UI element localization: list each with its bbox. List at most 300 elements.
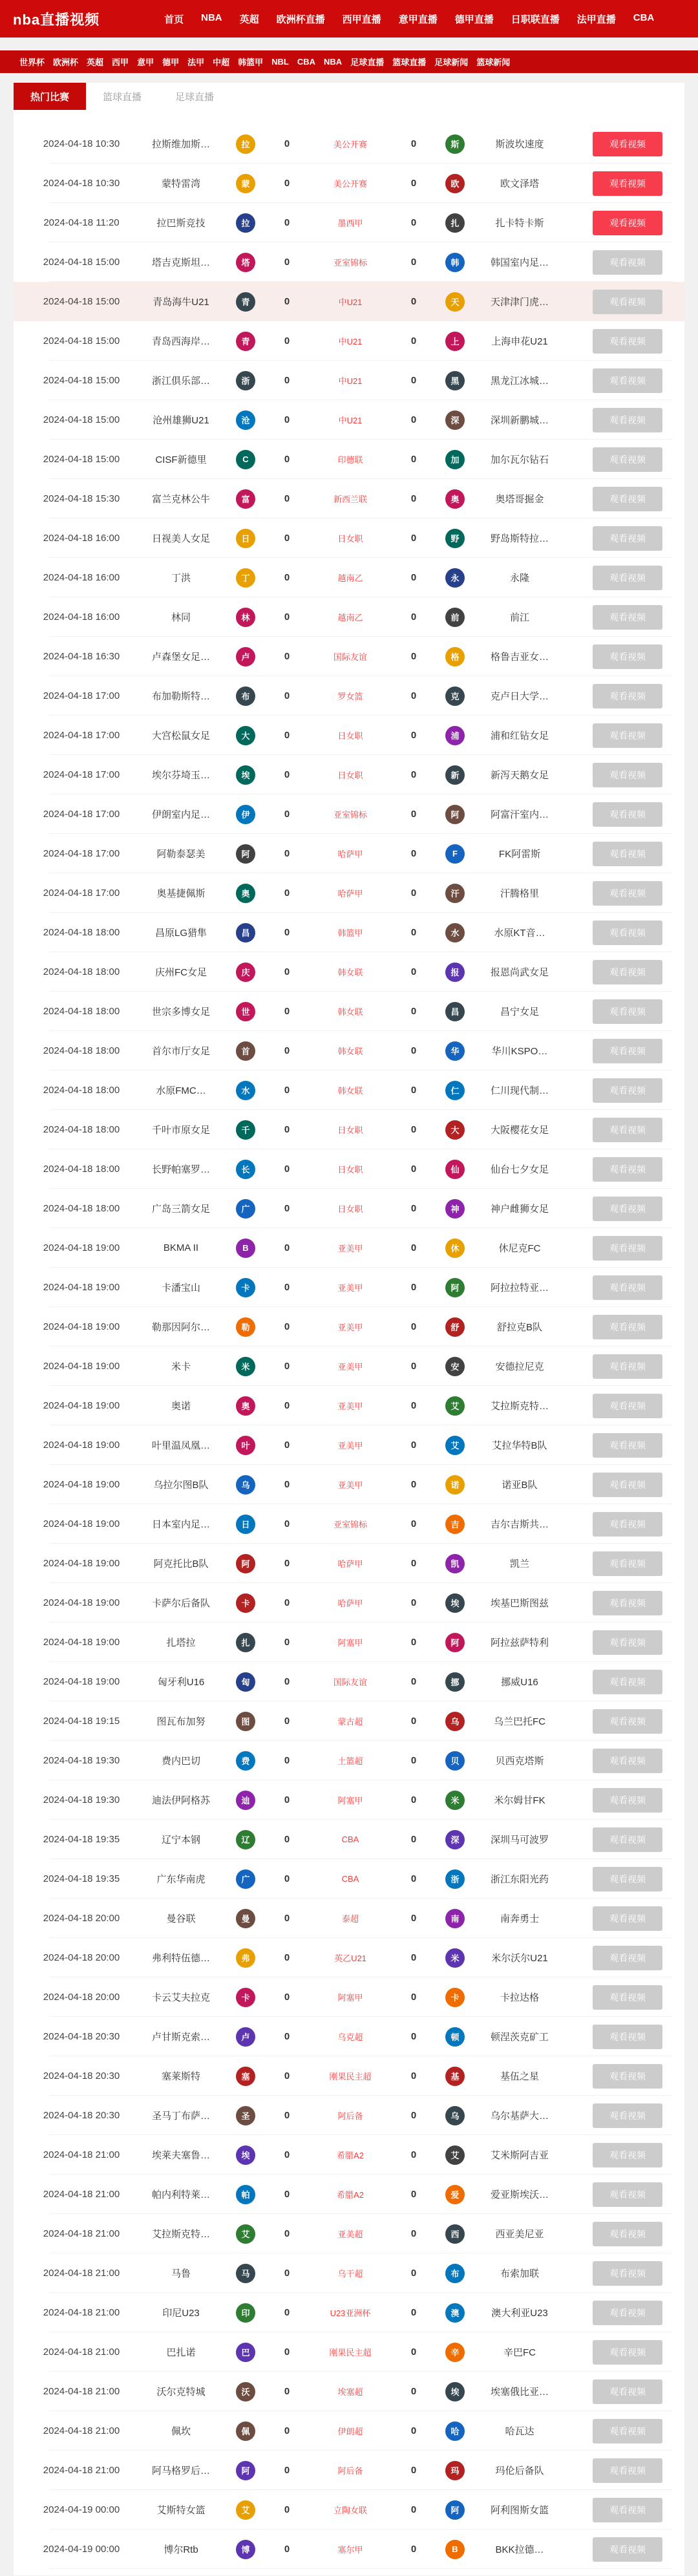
away-team-name[interactable]: 爱亚斯埃沃… bbox=[490, 2189, 549, 2200]
watch-video-button[interactable]: 观看视频 bbox=[593, 1433, 662, 1458]
nav-item-0[interactable]: 首页 bbox=[164, 14, 184, 25]
away-team-name[interactable]: 奥塔哥掘金 bbox=[495, 494, 544, 505]
watch-video-button[interactable]: 观看视频 bbox=[593, 1670, 662, 1694]
subnav-item-12[interactable]: 足球直播 bbox=[350, 58, 385, 67]
home-team-name[interactable]: 日视美人女足 bbox=[151, 533, 210, 544]
league-name[interactable]: 刚果民主超 bbox=[329, 2348, 372, 2358]
watch-video-button[interactable]: 观看视频 bbox=[593, 290, 662, 314]
away-score: 0 bbox=[410, 1006, 417, 1017]
away-team-name[interactable]: 深圳新鹏城… bbox=[490, 415, 549, 426]
home-team-name[interactable]: 卢甘斯克索… bbox=[151, 2032, 210, 2043]
away-score: 0 bbox=[410, 769, 417, 780]
home-team-name[interactable]: 千叶市原女足 bbox=[151, 1125, 210, 1136]
league-name[interactable]: 乌干超 bbox=[337, 2269, 363, 2279]
league-name[interactable]: 中U21 bbox=[338, 297, 363, 307]
away-team-name[interactable]: 上海申花U21 bbox=[491, 336, 548, 347]
home-team-name[interactable]: 马鲁 bbox=[171, 2268, 191, 2279]
watch-button-cell bbox=[571, 723, 684, 748]
league-name[interactable]: CBA bbox=[341, 1835, 359, 1844]
away-team-name[interactable]: 汗腾格里 bbox=[500, 888, 539, 899]
away-team-name[interactable]: 艾米斯阿吉亚 bbox=[490, 2150, 549, 2161]
nav-item-5[interactable]: 意甲直播 bbox=[398, 14, 438, 25]
watch-video-button[interactable]: 观看视频 bbox=[593, 1867, 662, 1891]
home-team-name[interactable]: 阿勒泰瑟美 bbox=[156, 849, 206, 860]
away-team-name[interactable]: 阿拉兹萨特利 bbox=[490, 1637, 549, 1648]
watch-video-button[interactable]: 观看视频 bbox=[593, 1315, 662, 1339]
home-team-name[interactable]: 圣马丁布萨… bbox=[151, 2111, 210, 2122]
nav-item-1[interactable]: NBA bbox=[201, 12, 222, 23]
league-name[interactable]: 中U21 bbox=[338, 376, 363, 386]
away-team-name[interactable]: 基伍之星 bbox=[500, 2071, 539, 2082]
league-name[interactable]: 国际友谊 bbox=[333, 1677, 367, 1687]
away-team-name[interactable]: 西亚美尼亚 bbox=[495, 2229, 544, 2240]
away-team-name[interactable]: 欧文泽塔 bbox=[500, 178, 539, 189]
home-team-logo-icon: 丁 bbox=[236, 568, 255, 588]
home-team-name[interactable]: 塔吉克斯坦… bbox=[151, 257, 210, 268]
away-team-logo-icon: 乌 bbox=[445, 2106, 465, 2125]
watch-video-button[interactable]: 观看视频 bbox=[593, 1985, 662, 2010]
league-name[interactable]: 亚美甲 bbox=[337, 1283, 363, 1293]
watch-video-button[interactable]: 观看视频 bbox=[593, 999, 662, 1024]
home-team-name[interactable]: 庆州FC女足 bbox=[155, 967, 207, 978]
home-team-name[interactable]: 奥诺 bbox=[171, 1401, 191, 1412]
away-team-name[interactable]: 艾拉斯克特… bbox=[490, 1401, 549, 1412]
league-name[interactable]: 哈萨甲 bbox=[337, 889, 363, 899]
watch-video-button[interactable]: 观看视频 bbox=[593, 881, 662, 906]
subnav-item-2[interactable]: 英超 bbox=[87, 58, 104, 67]
home-score: 0 bbox=[284, 730, 290, 741]
watch-video-button[interactable]: 观看视频 bbox=[593, 1197, 662, 1221]
tab-2[interactable]: 足球直播 bbox=[174, 91, 214, 103]
subnav-item-7[interactable]: 中超 bbox=[213, 58, 230, 67]
away-team-name[interactable]: 挪威U16 bbox=[501, 1677, 538, 1688]
home-team-name[interactable]: 匈牙利U16 bbox=[157, 1677, 205, 1688]
match-row bbox=[14, 1859, 684, 1899]
watch-video-button[interactable]: 观看视频 bbox=[593, 2222, 662, 2246]
league-name[interactable]: 英乙U21 bbox=[334, 1953, 366, 1963]
watch-video-button[interactable]: 观看视频 bbox=[593, 2419, 662, 2443]
watch-video-button[interactable]: 观看视频 bbox=[593, 644, 662, 669]
away-team-name[interactable]: 贝西克塔斯 bbox=[495, 1756, 544, 1767]
league-name[interactable]: 亚室锦标 bbox=[333, 810, 367, 820]
league-name[interactable]: 印德联 bbox=[337, 455, 363, 465]
home-team-name[interactable]: 阿克托比B队 bbox=[153, 1559, 209, 1570]
watch-video-button[interactable]: 观看视频 bbox=[593, 605, 662, 630]
home-team-name[interactable]: 卡云艾夫拉克 bbox=[151, 1992, 210, 2003]
subnav-item-13[interactable]: 篮球直播 bbox=[392, 58, 427, 67]
match-time: 2024-04-18 15:00 bbox=[43, 296, 120, 307]
league-name[interactable]: 日女职 bbox=[337, 1125, 363, 1135]
watch-video-button[interactable]: 观看视频 bbox=[593, 1157, 662, 1182]
watch-video-button[interactable]: 观看视频 bbox=[593, 1709, 662, 1734]
league-name[interactable]: 土篮超 bbox=[337, 1756, 363, 1766]
home-team-name[interactable]: 青岛西海岸… bbox=[151, 336, 210, 347]
league-name[interactable]: 泰超 bbox=[341, 1914, 359, 1924]
away-score: 0 bbox=[410, 493, 417, 504]
league-name[interactable]: 越南乙 bbox=[337, 573, 363, 583]
away-team-name[interactable]: 深圳马可波罗 bbox=[490, 1835, 549, 1846]
league-name[interactable]: 亚室锦标 bbox=[333, 258, 367, 268]
away-team-cell bbox=[441, 1475, 571, 1495]
watch-video-button[interactable]: 观看视频 bbox=[593, 2261, 662, 2286]
away-team-name[interactable]: 野岛斯特拉… bbox=[490, 533, 549, 544]
league-name[interactable]: 刚果民主超 bbox=[329, 2072, 372, 2081]
league-name[interactable]: 中U21 bbox=[338, 416, 363, 425]
watch-video-button[interactable]: 观看视频 bbox=[593, 2537, 662, 2562]
away-team-name[interactable]: 前江 bbox=[509, 612, 529, 623]
away-team-name[interactable]: 阿拉拉特亚… bbox=[490, 1283, 549, 1293]
away-team-name[interactable]: 华川KSPO… bbox=[491, 1046, 548, 1057]
home-team-name[interactable]: 丁洪 bbox=[171, 573, 191, 584]
match-row bbox=[14, 597, 684, 637]
league-name[interactable]: 阿后备 bbox=[337, 2466, 363, 2476]
subnav-item-0[interactable]: 世界杯 bbox=[19, 58, 45, 67]
watch-video-button[interactable]: 观看视频 bbox=[593, 1118, 662, 1142]
away-team-name[interactable]: 休尼克FC bbox=[498, 1243, 541, 1254]
subnav-item-6[interactable]: 法甲 bbox=[187, 58, 205, 67]
away-team-name[interactable]: BKK拉德… bbox=[495, 2544, 544, 2555]
home-team-name[interactable]: 艾拉斯克特… bbox=[151, 2229, 210, 2240]
away-team-name[interactable]: 新泻天鹅女足 bbox=[490, 770, 549, 781]
away-team-name[interactable]: 顿涅茨克矿工 bbox=[490, 2032, 549, 2043]
away-team-name[interactable]: 昌宁女足 bbox=[500, 1006, 539, 1017]
home-team-name[interactable]: 大宫松鼠女足 bbox=[151, 730, 210, 741]
away-team-name[interactable]: 澳大利亚U23 bbox=[491, 2308, 548, 2319]
watch-video-button[interactable]: 观看视频 bbox=[593, 2025, 662, 2049]
away-team-name[interactable]: 黑龙江冰城… bbox=[490, 376, 549, 387]
league-name[interactable]: 美公开赛 bbox=[333, 179, 367, 189]
watch-video-button[interactable]: 观看视频 bbox=[593, 2103, 662, 2128]
watch-video-button[interactable]: 观看视频 bbox=[593, 1236, 662, 1261]
league-name[interactable]: 韩女联 bbox=[337, 1047, 363, 1056]
watch-video-button[interactable]: 观看视频 bbox=[593, 1275, 662, 1300]
watch-video-button[interactable]: 观看视频 bbox=[593, 960, 662, 985]
league-name[interactable]: 亚美甲 bbox=[337, 1323, 363, 1332]
home-team-name[interactable]: 埃尔芬埼玉… bbox=[151, 770, 210, 781]
watch-video-button[interactable]: 观看视频 bbox=[593, 2498, 662, 2522]
match-time: 2024-04-18 17:00 bbox=[43, 769, 120, 780]
home-team-name[interactable]: 布加勒斯特… bbox=[151, 691, 210, 702]
watch-video-button[interactable]: 观看视频 bbox=[593, 526, 662, 551]
league-name[interactable]: 日女职 bbox=[337, 771, 363, 780]
subnav-item-10[interactable]: CBA bbox=[297, 57, 316, 67]
home-team-name[interactable]: 广东华南虎 bbox=[156, 1874, 206, 1885]
home-team-name[interactable]: 阿马格罗后… bbox=[151, 2465, 210, 2476]
home-team-name[interactable]: 卢森堡女足… bbox=[151, 652, 210, 663]
league-name[interactable]: 立陶女联 bbox=[333, 2506, 367, 2515]
nav-item-2[interactable]: 英超 bbox=[239, 14, 259, 25]
league-name[interactable]: 阿塞甲 bbox=[337, 1993, 363, 2003]
home-team-name[interactable]: BKMA II bbox=[163, 1242, 199, 1253]
home-team-name[interactable]: 佩坎 bbox=[171, 2426, 191, 2437]
home-team-name[interactable]: 卡潘宝山 bbox=[161, 1283, 200, 1293]
nav-item-3[interactable]: 欧洲杯直播 bbox=[276, 14, 325, 25]
away-team-name[interactable]: 浦和红钻女足 bbox=[490, 730, 549, 741]
home-team-name[interactable]: 沃尔克特城 bbox=[156, 2387, 206, 2398]
watch-video-button[interactable]: 观看视频 bbox=[593, 368, 662, 393]
match-time: 2024-04-18 16:00 bbox=[43, 572, 120, 583]
watch-video-button[interactable]: 观看视频 bbox=[593, 408, 662, 432]
watch-video-button[interactable]: 观看视频 bbox=[593, 1551, 662, 1576]
league-name[interactable]: 新西兰联 bbox=[333, 495, 367, 504]
home-team-name[interactable]: 卡萨尔后备队 bbox=[151, 1598, 210, 1609]
away-team-cell bbox=[441, 1041, 571, 1061]
league-name[interactable]: 韩篮甲 bbox=[337, 928, 363, 938]
watch-video-button[interactable]: 观看视频 bbox=[593, 842, 662, 866]
watch-video-button[interactable]: 观看视频 bbox=[593, 1354, 662, 1379]
away-team-name[interactable]: 永隆 bbox=[509, 573, 529, 584]
away-team-name[interactable]: 艾拉华特B队 bbox=[492, 1440, 547, 1451]
watch-video-button[interactable]: 观看视频 bbox=[593, 802, 662, 827]
league-name[interactable]: 哈萨甲 bbox=[337, 849, 363, 859]
home-team-logo-icon: 日 bbox=[236, 529, 255, 548]
league-name[interactable]: 亚美甲 bbox=[337, 1244, 363, 1253]
watch-video-button[interactable]: 观看视频 bbox=[593, 921, 662, 945]
away-team-name[interactable]: 阿富汗室内… bbox=[490, 809, 549, 820]
watch-video-button[interactable]: 观看视频 bbox=[593, 211, 662, 235]
watch-video-button[interactable]: 观看视频 bbox=[593, 447, 662, 472]
league-name[interactable]: 埃塞超 bbox=[337, 2387, 363, 2397]
subnav-item-14[interactable]: 足球新闻 bbox=[434, 58, 469, 67]
watch-video-button[interactable]: 观看视频 bbox=[593, 1039, 662, 1063]
match-row bbox=[14, 1899, 684, 1938]
watch-video-button[interactable]: 观看视频 bbox=[593, 2458, 662, 2483]
watch-video-button[interactable]: 观看视频 bbox=[593, 2182, 662, 2207]
home-team-name[interactable]: 图瓦布加努 bbox=[156, 1716, 206, 1727]
watch-video-button[interactable]: 观看视频 bbox=[593, 1078, 662, 1103]
watch-video-button[interactable]: 观看视频 bbox=[593, 723, 662, 748]
home-team-name[interactable]: 费内巴切 bbox=[161, 1756, 200, 1767]
home-team-cell bbox=[130, 1869, 259, 1889]
league-name[interactable]: 亚美超 bbox=[337, 2230, 363, 2239]
home-score: 0 bbox=[284, 1321, 290, 1332]
league-name[interactable]: 墨西甲 bbox=[337, 218, 363, 228]
nav-item-6[interactable]: 德甲直播 bbox=[454, 14, 494, 25]
subnav-item-3[interactable]: 西甲 bbox=[112, 58, 129, 67]
away-team-name[interactable]: 布索加联 bbox=[500, 2268, 539, 2279]
away-team-name[interactable]: 水原KT音… bbox=[494, 928, 545, 939]
home-team-name[interactable]: 昌原LG猎隼 bbox=[154, 928, 207, 939]
nav-item-9[interactable]: CBA bbox=[633, 12, 655, 23]
away-team-name[interactable]: 韩国室内足… bbox=[490, 257, 549, 268]
league-name[interactable]: 阿塞甲 bbox=[337, 1638, 363, 1648]
watch-button-cell bbox=[571, 1354, 684, 1379]
league-name[interactable]: 日女职 bbox=[337, 534, 363, 544]
home-team-name[interactable]: 长野帕塞罗… bbox=[151, 1164, 210, 1175]
watch-video-button[interactable]: 观看视频 bbox=[593, 1749, 662, 1773]
watch-video-button[interactable]: 观看视频 bbox=[593, 132, 662, 156]
tab-1[interactable]: 篮球直播 bbox=[102, 91, 142, 103]
home-team-name[interactable]: 拉巴斯竞技 bbox=[156, 218, 206, 229]
home-team-name[interactable]: 印尼U23 bbox=[162, 2308, 200, 2319]
home-team-name[interactable]: 日本室内足… bbox=[151, 1519, 210, 1530]
home-team-name[interactable]: 弗利特伍德… bbox=[151, 1953, 210, 1964]
watch-video-button[interactable]: 观看视频 bbox=[593, 1512, 662, 1537]
league-name[interactable]: 日女职 bbox=[337, 1165, 363, 1175]
away-team-name[interactable]: 诺亚B队 bbox=[502, 1480, 538, 1491]
away-team-name[interactable]: 报恩尚武女足 bbox=[490, 967, 549, 978]
home-team-name[interactable]: 曼谷联 bbox=[166, 1913, 196, 1924]
away-team-name[interactable]: 神户雌狮女足 bbox=[490, 1204, 549, 1215]
home-team-name[interactable]: 水原FMC… bbox=[156, 1085, 206, 1096]
home-team-name[interactable]: 扎塔拉 bbox=[166, 1637, 196, 1648]
subnav-item-9[interactable]: NBL bbox=[271, 57, 289, 67]
home-team-name[interactable]: 富兰克林公牛 bbox=[151, 494, 210, 505]
away-team-name[interactable]: 天津津门虎… bbox=[490, 297, 549, 308]
away-team-name[interactable]: 阿利图斯女篮 bbox=[490, 2505, 549, 2516]
league-name[interactable]: 韩女联 bbox=[337, 1007, 363, 1017]
home-team-name[interactable]: 迪法伊阿格苏 bbox=[151, 1795, 210, 1806]
home-team-name[interactable]: 伊朗室内足… bbox=[151, 809, 210, 820]
away-team-name[interactable]: 扎卡特卡斯 bbox=[495, 218, 544, 229]
watch-video-button[interactable]: 观看视频 bbox=[593, 1827, 662, 1852]
subnav-item-5[interactable]: 德甲 bbox=[162, 58, 180, 67]
home-team-name[interactable]: 世宗多博女足 bbox=[151, 1006, 210, 1017]
nav-item-8[interactable]: 法甲直播 bbox=[576, 14, 616, 25]
watch-video-button[interactable]: 观看视频 bbox=[593, 1946, 662, 1970]
league-name[interactable]: 乌克超 bbox=[337, 2032, 363, 2042]
away-team-logo-icon: 韩 bbox=[445, 253, 465, 272]
away-team-name[interactable]: 安德拉尼克 bbox=[495, 1361, 544, 1372]
home-team-name[interactable]: 广岛三箭女足 bbox=[151, 1204, 210, 1215]
league-name[interactable]: 亚美甲 bbox=[337, 1362, 363, 1372]
league-name[interactable]: 亚室锦标 bbox=[333, 1520, 367, 1529]
away-team-name[interactable]: FK阿雷斯 bbox=[498, 849, 541, 860]
away-team-name[interactable]: 仙台七夕女足 bbox=[490, 1164, 549, 1175]
league-name[interactable]: U23亚洲杯 bbox=[330, 2308, 371, 2318]
watch-video-button[interactable]: 观看视频 bbox=[593, 2143, 662, 2167]
away-team-name[interactable]: 乌尔基萨大… bbox=[490, 2111, 549, 2122]
watch-video-button[interactable]: 观看视频 bbox=[593, 566, 662, 590]
watch-video-button[interactable]: 观看视频 bbox=[593, 487, 662, 511]
league-name[interactable]: 亚美甲 bbox=[337, 1401, 363, 1411]
home-team-name[interactable]: 奥基捷佩斯 bbox=[156, 888, 206, 899]
home-team-name[interactable]: 蒙特雷湾 bbox=[161, 178, 200, 189]
watch-video-button[interactable]: 观看视频 bbox=[593, 250, 662, 275]
home-team-name[interactable]: 勒那因阿尔… bbox=[151, 1322, 210, 1333]
subnav-item-4[interactable]: 意甲 bbox=[137, 58, 154, 67]
home-team-name[interactable]: 拉斯维加斯… bbox=[151, 139, 210, 150]
home-team-name[interactable]: 米卡 bbox=[171, 1361, 191, 1372]
away-team-name[interactable]: 辛巴FC bbox=[503, 2347, 536, 2358]
match-row bbox=[14, 1820, 684, 1859]
league-name[interactable]: 塞尔甲 bbox=[337, 2545, 363, 2555]
league-name[interactable]: 哈萨甲 bbox=[337, 1559, 363, 1569]
away-team-name[interactable]: 斯波坎速度 bbox=[495, 139, 544, 150]
home-team-name[interactable]: 乌拉尔图B队 bbox=[153, 1480, 209, 1491]
league-name[interactable]: 希腊A2 bbox=[337, 2190, 364, 2200]
watch-video-button[interactable]: 观看视频 bbox=[593, 1591, 662, 1615]
watch-video-button[interactable]: 观看视频 bbox=[593, 2379, 662, 2404]
watch-video-button[interactable]: 观看视频 bbox=[593, 1630, 662, 1655]
home-team-name[interactable]: 帕内利特莱… bbox=[151, 2189, 210, 2200]
home-team-name[interactable]: 博尔Rtb bbox=[164, 2544, 198, 2555]
away-team-name[interactable]: 吉尔吉斯共… bbox=[490, 1519, 549, 1530]
watch-video-button[interactable]: 观看视频 bbox=[593, 2301, 662, 2325]
home-team-name[interactable]: 埃莱夫塞鲁… bbox=[151, 2150, 210, 2161]
league-name[interactable]: 亚美甲 bbox=[337, 1480, 363, 1490]
home-team-name[interactable]: 青岛海牛U21 bbox=[153, 297, 209, 308]
league-name[interactable]: 阿后备 bbox=[337, 2111, 363, 2121]
league-name[interactable]: 蒙古超 bbox=[337, 1717, 363, 1727]
away-team-name[interactable]: 埃塞俄比亚… bbox=[490, 2387, 549, 2398]
home-team-name[interactable]: 林同 bbox=[171, 612, 191, 623]
league-name[interactable]: 日女职 bbox=[337, 1204, 363, 1214]
away-team-name[interactable]: 南奔勇士 bbox=[500, 1913, 539, 1924]
home-team-name[interactable]: 叶里温凤凰… bbox=[151, 1440, 210, 1451]
nav-item-4[interactable]: 西甲直播 bbox=[342, 14, 381, 25]
watch-video-button[interactable]: 观看视频 bbox=[593, 329, 662, 354]
home-team-name[interactable]: 辽宁本钢 bbox=[161, 1835, 200, 1846]
away-team-name[interactable]: 浙江东阳光药 bbox=[490, 1874, 549, 1885]
away-team-name[interactable]: 舒拉克B队 bbox=[496, 1322, 542, 1333]
league-name[interactable]: 国际友谊 bbox=[333, 652, 367, 662]
watch-video-button[interactable]: 观看视频 bbox=[593, 763, 662, 787]
home-team-name[interactable]: 塞莱斯特 bbox=[161, 2071, 200, 2082]
away-team-name[interactable]: 加尔瓦尔钻石 bbox=[490, 454, 549, 465]
watch-video-button[interactable]: 观看视频 bbox=[593, 1906, 662, 1931]
league-name[interactable]: 美公开赛 bbox=[333, 140, 367, 149]
away-team-name[interactable]: 米尔沃尔U21 bbox=[491, 1953, 548, 1964]
subnav-item-8[interactable]: 韩篮甲 bbox=[238, 58, 264, 67]
subnav-item-15[interactable]: 篮球新闻 bbox=[476, 58, 511, 67]
site-logo[interactable]: nba直播视频 bbox=[13, 11, 100, 28]
home-team-name[interactable]: 沧州雄狮U21 bbox=[153, 415, 209, 426]
league-name[interactable]: 韩女联 bbox=[337, 968, 363, 977]
away-team-name[interactable]: 玛伦后备队 bbox=[495, 2465, 544, 2476]
subnav-item-1[interactable]: 欧洲杯 bbox=[53, 58, 79, 67]
home-team-name[interactable]: 浙江俱乐部… bbox=[151, 376, 210, 387]
league-name[interactable]: 日女职 bbox=[337, 731, 363, 741]
tab-0[interactable]: 热门比赛 bbox=[14, 83, 86, 110]
home-team-name[interactable]: 首尔市厅女足 bbox=[151, 1046, 210, 1057]
league-name[interactable]: 罗女篮 bbox=[337, 692, 363, 701]
away-team-name[interactable]: 克卢日大学… bbox=[490, 691, 549, 702]
watch-video-button[interactable]: 观看视频 bbox=[593, 1788, 662, 1813]
away-team-name[interactable]: 格鲁吉亚女… bbox=[490, 652, 549, 663]
home-team-name[interactable]: 巴扎诺 bbox=[166, 2347, 196, 2358]
away-team-name[interactable]: 凯兰 bbox=[509, 1559, 529, 1570]
league-name[interactable]: 中U21 bbox=[338, 337, 363, 346]
league-name[interactable]: 韩女联 bbox=[337, 1086, 363, 1096]
league-name[interactable]: 越南乙 bbox=[337, 613, 363, 623]
away-team-name[interactable]: 仁川现代制… bbox=[490, 1085, 549, 1096]
watch-video-button[interactable]: 观看视频 bbox=[593, 171, 662, 196]
watch-video-button[interactable]: 观看视频 bbox=[593, 684, 662, 708]
league-name[interactable]: 伊朗超 bbox=[337, 2427, 363, 2436]
match-row bbox=[14, 913, 684, 952]
watch-video-button[interactable]: 观看视频 bbox=[593, 2064, 662, 2089]
away-team-name[interactable]: 乌兰巴托FC bbox=[494, 1716, 545, 1727]
league-name[interactable]: 阿塞甲 bbox=[337, 1796, 363, 1805]
subnav-item-11[interactable]: NBA bbox=[324, 57, 343, 67]
league-name[interactable]: 哈萨甲 bbox=[337, 1599, 363, 1608]
league-name[interactable]: 希腊A2 bbox=[337, 2151, 364, 2160]
away-team-name[interactable]: 大阪樱花女足 bbox=[490, 1125, 549, 1136]
away-team-name[interactable]: 哈瓦达 bbox=[505, 2426, 534, 2437]
away-team-name[interactable]: 卡拉达格 bbox=[500, 1992, 539, 2003]
watch-video-button[interactable]: 观看视频 bbox=[593, 1394, 662, 1418]
home-team-name[interactable]: 艾斯特女篮 bbox=[156, 2505, 206, 2516]
away-team-name[interactable]: 埃基巴斯图兹 bbox=[490, 1598, 549, 1609]
league-name[interactable]: 亚美甲 bbox=[337, 1441, 363, 1451]
nav-item-7[interactable]: 日职联直播 bbox=[511, 14, 560, 25]
watch-video-button[interactable]: 观看视频 bbox=[593, 2340, 662, 2365]
league-name[interactable]: CBA bbox=[341, 1874, 359, 1884]
home-team-name[interactable]: CISF新德里 bbox=[155, 454, 207, 465]
away-team-name[interactable]: 米尔姆甘FK bbox=[494, 1795, 545, 1806]
watch-video-button[interactable]: 观看视频 bbox=[593, 1473, 662, 1497]
